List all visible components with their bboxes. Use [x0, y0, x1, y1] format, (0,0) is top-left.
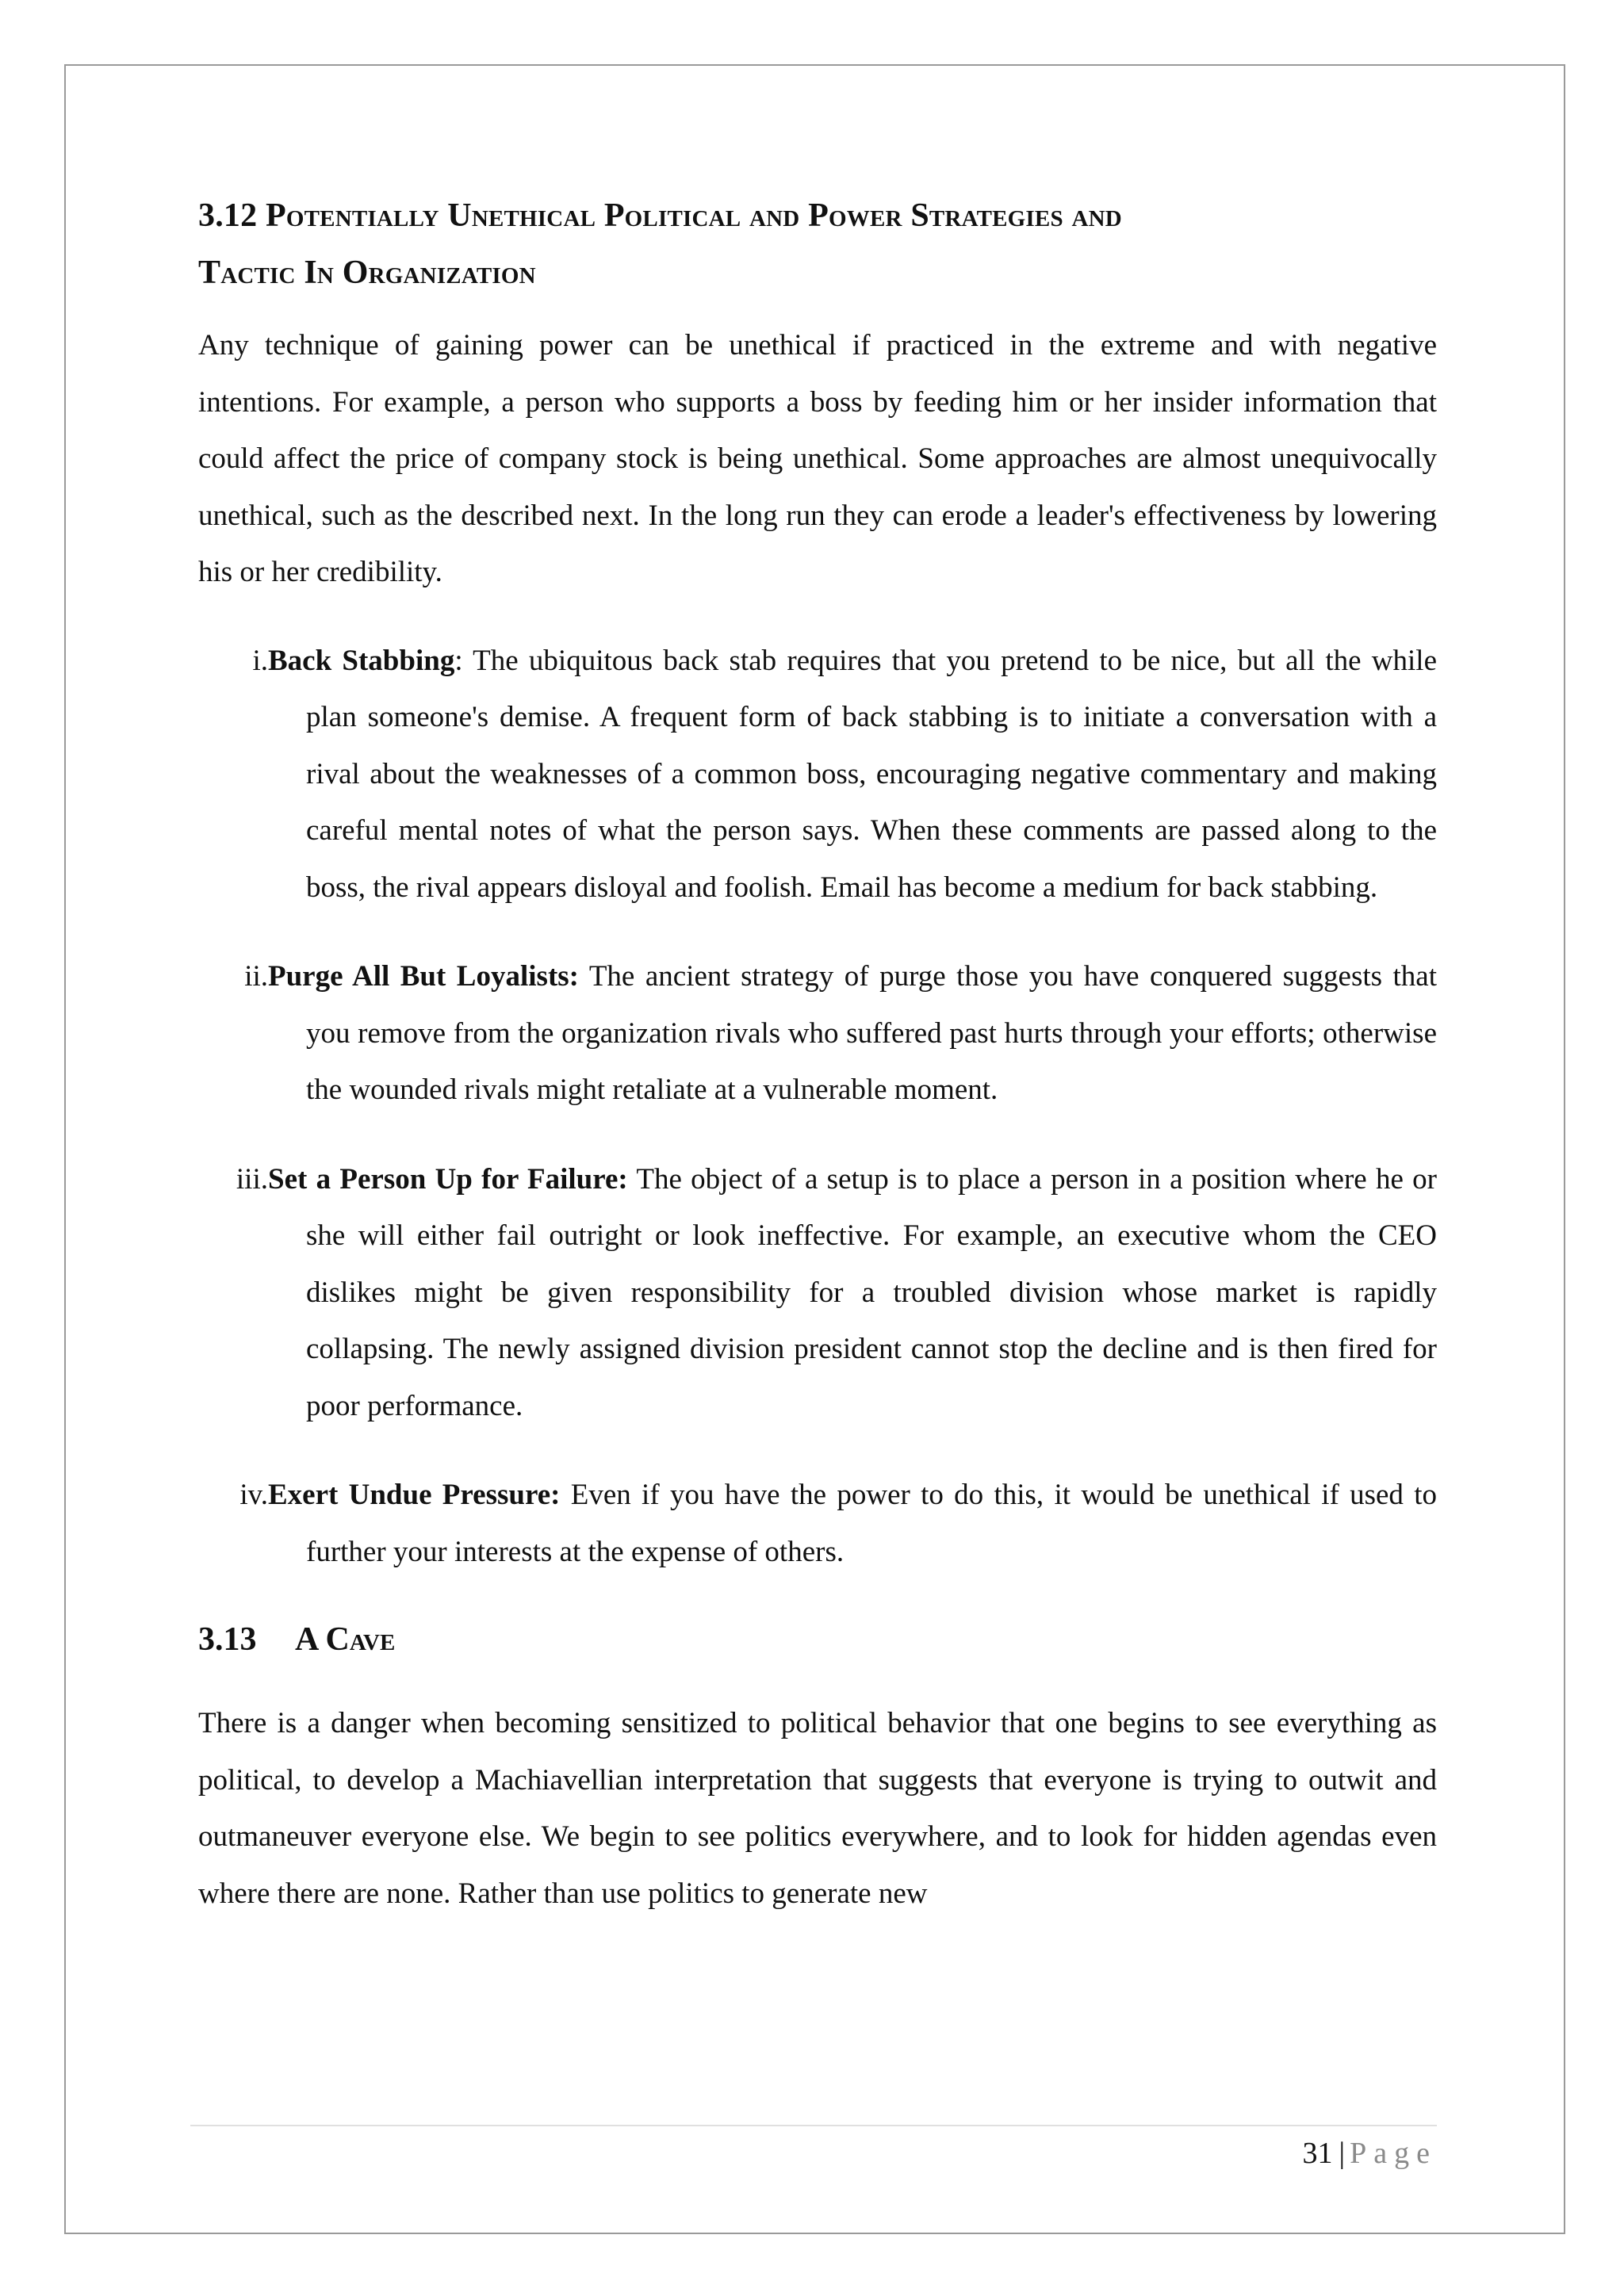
page-footer [1303, 2131, 1437, 2175]
section-3-13-body-paragraph: There is a danger when becoming sensitized to political behavior that one begins to see everything as political, to develop a Machiavellian interpretation that suggests that everyone is trying to outwit and outmaneuver everyone else. We begin to see politics everywhere, and to look for hidden agendas even where there are none. Rather than use politics to generate new [198, 1707, 1437, 1910]
section-3-12-number: 3.12 [198, 197, 258, 234]
list-item [198, 1467, 1437, 1580]
list-item-term: Exert Undue Pressure: [268, 1479, 561, 1511]
section-3-12-intro-paragraph: Any technique of gaining power can be unethical if practiced in the extreme and with negative intentions. For example, a person who supports a boss by feeding him or her insider information that could affect the price of company stock is being unethical. Some approaches are almost unequivocally unethical, such as the described next. In the long run they can erode a leader's effectiveness by lowering his or her credibility. [198, 329, 1437, 588]
list-marker: iv. [239, 1479, 268, 1511]
section-3-12-title-line-2: Tactic In Organization [198, 254, 536, 291]
section-3-13-title: A Cave [295, 1621, 396, 1658]
list-item-text: The object of a setup is to place a person in a position where he or she will either fail outright or look ineffective. For example, an executive whom the CEO dislikes might be given responsibility for a troubled division whose market is rapidly collapsing. The newly assigned division president cannot stop the decline and is then fired for poor performance. [306, 1162, 1437, 1422]
section-3-13-number: 3.13 [198, 1621, 257, 1658]
list-item-text: Even if you have the power to do this, it would be unethical if used to further your interests at the expense of others. [306, 1479, 1437, 1568]
section-3-13-heading [198, 1611, 1437, 1668]
list-item-text: The ancient strategy of purge those you have conquered suggests that you remove from the organization rivals who suffered past hurts through your efforts; otherwise the wounded rivals might retaliate at a vulnerable moment. [306, 960, 1437, 1106]
list-item-text: : The ubiquitous back stab requires that you pretend to be nice, but all the while plan someone's demise. A frequent form of back stabbing is to initiate a conversation with a rival about the weaknesses of a common boss, encouraging negative commentary and making careful mental notes of what the person says. When these comments are passed along to the boss, the rival appears disloyal and foolish. Email has become a medium for back stabbing. [306, 644, 1437, 904]
section-3-12-heading [198, 187, 1437, 301]
list-item [198, 633, 1437, 916]
list-marker: i. [252, 644, 268, 677]
list-marker: ii. [244, 960, 268, 993]
page-number: 31 [1302, 2137, 1333, 2170]
list-marker: iii. [236, 1162, 268, 1196]
page-content [198, 187, 1437, 1922]
list-item [198, 948, 1437, 1119]
list-item-term: Purge All But Loyalists: [268, 960, 579, 993]
footer-rule [190, 2125, 1437, 2126]
section-3-12-title-line-1: Potentially Unethical Political and Power Strategies and [266, 197, 1122, 234]
list-item-term: Set a Person Up for Failure: [268, 1162, 628, 1196]
page-label: Page [1350, 2137, 1437, 2170]
unethical-tactics-list [198, 633, 1437, 1581]
footer-separator: | [1339, 2137, 1346, 2170]
list-item [198, 1151, 1437, 1435]
list-item-term: Back Stabbing [268, 644, 455, 677]
